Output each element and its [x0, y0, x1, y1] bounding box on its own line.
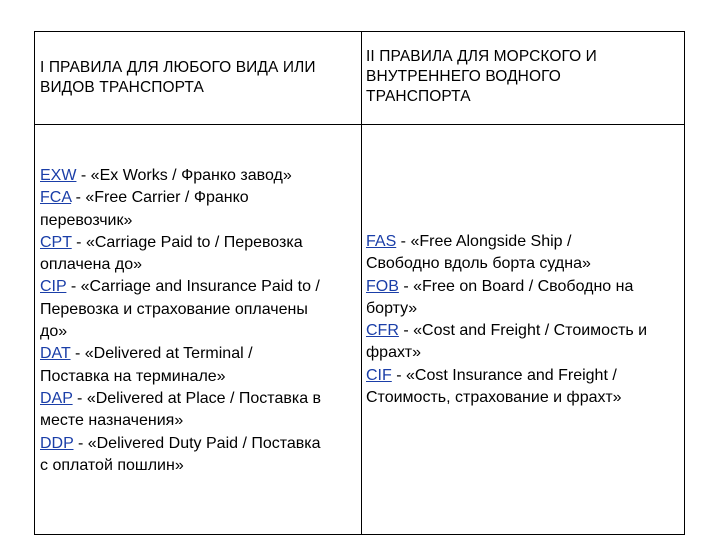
right-terms-column	[366, 231, 686, 409]
term-fob	[366, 276, 686, 321]
term-description: оплачена до»	[40, 256, 142, 274]
term-fca	[40, 187, 362, 232]
term-cif	[366, 365, 686, 410]
term-description: перевозчик»	[40, 211, 133, 229]
term-description: - «Delivered Duty Paid / Поставка	[73, 434, 321, 452]
term-code-link[interactable]: CIF	[366, 366, 392, 384]
term-cip	[40, 276, 362, 343]
term-description: - «Delivered at Terminal /	[70, 345, 253, 363]
term-description: до»	[40, 323, 68, 341]
term-description: Перевозка и страхование оплачены	[40, 300, 308, 318]
header-left: I ПРАВИЛА ДЛЯ ЛЮБОГО ВИДА ИЛИ ВИДОВ ТРАНСПОРТА	[40, 59, 316, 96]
term-code-link[interactable]: CFR	[366, 322, 399, 340]
term-description: Поставка на терминале»	[40, 367, 226, 385]
term-code-link[interactable]: EXW	[40, 167, 77, 184]
header-divider	[35, 124, 684, 125]
term-description: - «Free Carrier / Франко	[71, 189, 249, 207]
left-terms-column	[40, 165, 362, 477]
term-code-link[interactable]: FAS	[366, 233, 397, 250]
term-exw	[40, 165, 362, 187]
term-fas	[366, 231, 686, 276]
term-dat	[40, 343, 362, 388]
term-description: Стоимость, страхование и фрахт»	[366, 389, 622, 407]
term-code-link[interactable]: CIP	[40, 278, 67, 296]
term-description: - «Free on Board / Свободно на	[398, 277, 634, 295]
term-code-link[interactable]: FCA	[40, 189, 72, 207]
term-ddp	[40, 433, 362, 478]
term-description: - «Carriage and Insurance Paid to /	[66, 278, 320, 296]
term-description: месте назначения»	[40, 412, 184, 430]
term-description: - «Free Alongside Ship /	[396, 233, 572, 250]
header-right: II ПРАВИЛА ДЛЯ МОРСКОГО И ВНУТРЕННЕГО ВОДНОГО ТРАНСПОРТА	[366, 48, 597, 105]
term-description: - «Carriage Paid to / Перевозка	[71, 233, 303, 251]
term-code-link[interactable]: DAP	[40, 389, 73, 407]
term-description: - «Delivered at Place / Поставка в	[72, 389, 322, 407]
term-code-link[interactable]: FOB	[366, 277, 399, 295]
term-description: с оплатой пошлин»	[40, 456, 184, 474]
term-cpt	[40, 232, 362, 277]
term-code-link[interactable]: DAT	[40, 345, 71, 363]
term-code-link[interactable]: CPT	[40, 233, 72, 251]
term-description: - «Cost Insurance and Freight /	[391, 366, 617, 384]
term-dap	[40, 388, 362, 433]
term-cfr	[366, 320, 686, 365]
term-description: фрахт»	[366, 344, 422, 362]
term-description: борту»	[366, 299, 418, 317]
incoterms-table	[34, 31, 685, 535]
term-description: - «Cost and Freight / Стоимость и	[398, 322, 648, 340]
term-code-link[interactable]: DDP	[40, 434, 74, 452]
term-description: - «Ex Works / Франко завод»	[76, 167, 292, 184]
term-description: Свободно вдоль борта судна»	[366, 255, 591, 273]
